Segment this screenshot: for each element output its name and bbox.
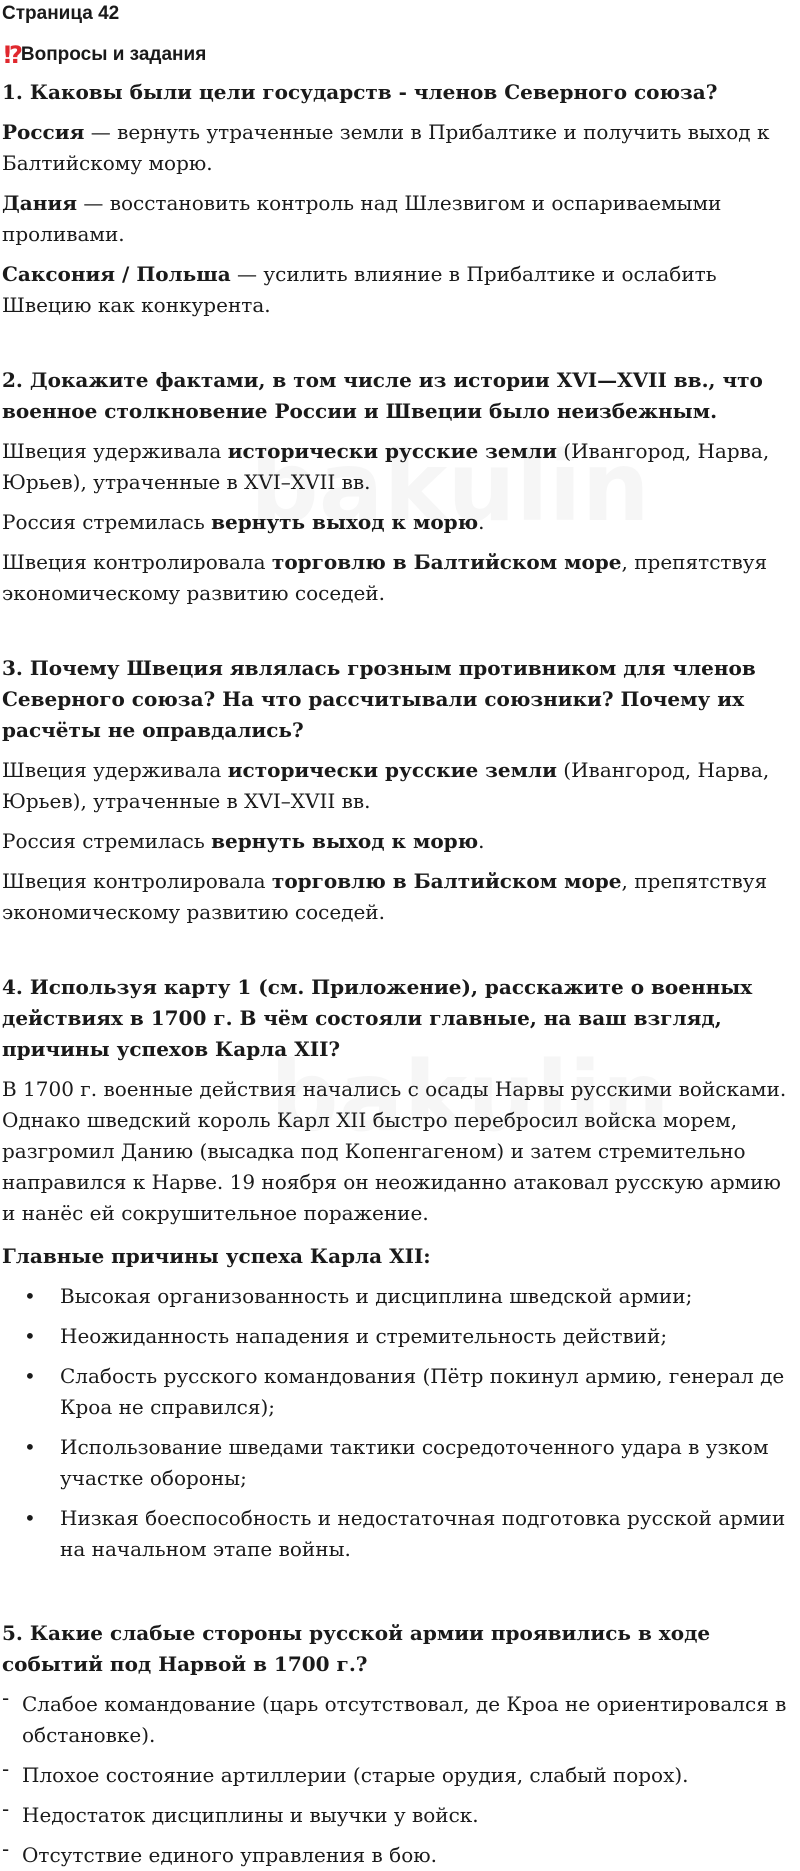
answer-emphasis: вернуть выход к морю xyxy=(211,510,479,534)
list-item-text: Слабость русского командования (Пётр покинул армию, генерал де Кроа не справился); xyxy=(60,1364,785,1419)
question-1: 1. Каковы были цели государств - членов Северного союза? xyxy=(2,80,718,104)
list-item-text: Недостаток дисциплины и выучки у войск. xyxy=(22,1803,479,1827)
list-item-text: Слабое командование (царь отсутствовал, де Кроа не ориентировался в обстановке). xyxy=(22,1692,787,1747)
section-title xyxy=(2,42,800,68)
list-item-text: Неожиданность нападения и стремительность действий; xyxy=(60,1324,668,1348)
answer-text: Россия стремилась xyxy=(2,829,212,853)
double-exclamation-question-icon: !? xyxy=(2,41,19,69)
bullet: • xyxy=(24,1284,36,1308)
dash-marker: - xyxy=(2,1686,10,1710)
bullet: • xyxy=(24,1324,36,1348)
answer-text: Швеция удерживала xyxy=(2,439,228,463)
answer-item xyxy=(2,866,800,928)
list-item xyxy=(0,1757,800,1791)
question-3: 3. Почему Швеция являлась грозным противником для членов Северного союза? На что рассчитывали союзники? Почему их расчёты не оправдались? xyxy=(2,656,756,742)
bullet: • xyxy=(24,1435,36,1459)
bullet: • xyxy=(24,1364,36,1388)
answer-item xyxy=(2,755,800,817)
answer-text: Швеция контролировала xyxy=(2,550,272,574)
answer-emphasis: торговлю в Балтийском море xyxy=(271,550,622,574)
answer-emphasis: торговлю в Балтийском море xyxy=(271,869,622,893)
list-item xyxy=(0,1503,800,1565)
section-title-text: Вопросы и задания xyxy=(20,44,207,65)
dash-marker: - xyxy=(2,1757,10,1781)
separator: — xyxy=(84,120,118,144)
answer-text: Россия стремилась xyxy=(2,510,212,534)
answer-text: вернуть утраченные земли в Прибалтике и получить выход к Балтийскому морю. xyxy=(2,120,770,175)
list-item xyxy=(0,1361,800,1423)
list-item xyxy=(0,1837,800,1871)
weaknesses-list xyxy=(0,1686,800,1871)
answer-text: , препятствуя экономическому развитию соседей. xyxy=(2,550,768,605)
answer-text: (Ивангород, Нарва, Юрьев), утраченные в XVI–XVII вв. xyxy=(2,439,770,494)
list-item-text: Отсутствие единого управления в бою. xyxy=(22,1843,437,1867)
answer-item xyxy=(2,547,800,609)
list-item xyxy=(0,1432,800,1494)
answer-item xyxy=(2,507,800,538)
page-label: Страница 42 xyxy=(2,3,120,24)
answer-text: восстановить контроль над Шлезвигом и оспариваемыми проливами. xyxy=(2,191,722,246)
answer-text: Швеция удерживала xyxy=(2,758,228,782)
list-item xyxy=(0,1686,800,1751)
answer-paragraph: В 1700 г. военные действия начались с осады Нарвы русскими войсками. Однако шведский король Карл XII быстро перебросил войска морем, разгромил Данию (высадка под Копенгагеном) и затем стремительно направился к Нарве. 19 ноября он неожиданно атаковал русскую армию и нанёс ей сокрушительное поражение. xyxy=(2,1077,787,1225)
answer-term: Россия xyxy=(2,120,85,144)
answer-text: , препятствуя экономическому развитию соседей. xyxy=(2,869,768,924)
bullet: • xyxy=(24,1506,36,1530)
answer-subheading xyxy=(2,1241,800,1272)
answer-item xyxy=(2,188,800,250)
list-item-text: Высокая организованность и дисциплина шведской армии; xyxy=(60,1284,693,1308)
document-page xyxy=(0,2,800,1871)
question-2: 2. Докажите фактами, в том числе из истории XVI—XVII вв., что военное столкновение России и Швеции было неизбежным. xyxy=(2,368,763,423)
answer-item xyxy=(2,117,800,179)
answer-term: Дания xyxy=(2,191,77,215)
answer-text: . xyxy=(478,829,485,853)
separator: — xyxy=(230,262,264,286)
dash-marker: - xyxy=(2,1837,10,1861)
answer-text: Швеция контролировала xyxy=(2,869,272,893)
answer-emphasis: исторически русские земли xyxy=(227,439,557,463)
answer-text: усилить влияние в Прибалтике и ослабить Швецию как конкурента. xyxy=(2,262,717,317)
answer-emphasis: вернуть выход к морю xyxy=(211,829,479,853)
list-item-text: Плохое состояние артиллерии (старые орудия, слабый порох). xyxy=(22,1763,689,1787)
reasons-list xyxy=(0,1281,800,1565)
answer-term: Саксония / Польша xyxy=(2,262,231,286)
separator: — xyxy=(77,191,110,215)
list-item-text: Использование шведами тактики сосредоточенного удара в узком участке обороны; xyxy=(60,1435,769,1490)
dash-marker: - xyxy=(2,1797,10,1821)
list-item xyxy=(0,1797,800,1831)
question-4: 4. Используя карту 1 (см. Приложение), расскажите о военных действиях в 1700 г. В чём состояли главные, на ваш взгляд, причины успехов Карла XII? xyxy=(2,975,753,1061)
answer-text: (Ивангород, Нарва, Юрьев), утраченные в XVI–XVII вв. xyxy=(2,758,770,813)
answer-item xyxy=(2,436,800,498)
question-5: 5. Какие слабые стороны русской армии проявились в ходе событий под Нарвой в 1700 г.? xyxy=(2,1621,711,1676)
subheading-text: Главные причины успеха Карла XII: xyxy=(2,1244,431,1268)
answer-item xyxy=(2,826,800,857)
answer-emphasis: исторически русские земли xyxy=(227,758,557,782)
list-item xyxy=(0,1281,800,1312)
list-item xyxy=(0,1321,800,1352)
answer-item xyxy=(2,259,800,321)
list-item-text: Низкая боеспособность и недостаточная подготовка русской армии на начальном этапе войны. xyxy=(60,1506,786,1561)
answer-text: . xyxy=(478,510,485,534)
